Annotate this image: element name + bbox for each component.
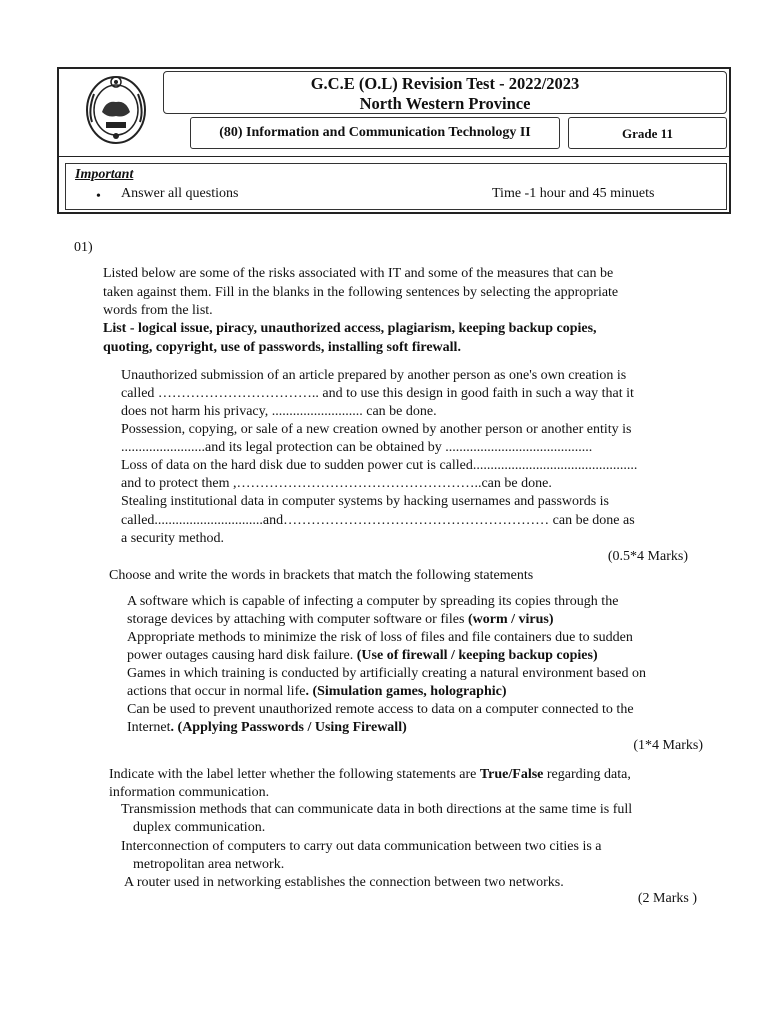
part3-intro: Indicate with the label letter whether the following statements are True/False regarding data, [109, 767, 631, 782]
province-title: North Western Province [359, 94, 531, 113]
part1-item-line: called...............................and………………………………………………… can be done as [121, 513, 635, 528]
answer-options: (worm / virus) [467, 612, 554, 627]
header-divider [57, 156, 731, 157]
part3-item-line: Interconnection of computers to carry out data communication between two cities is a [121, 839, 602, 854]
bullet-icon: • [96, 189, 101, 204]
part1-item-line: Loss of data on the hard disk due to sudden power cut is called............................................... [121, 458, 638, 473]
part1-item-line: a security method. [121, 531, 225, 546]
part2-intro: Choose and write the words in brackets that match the following statements [109, 568, 534, 583]
exam-title: G.C.E (O.L) Revision Test - 2022/2023 [310, 74, 580, 93]
question-number: 01) [74, 240, 93, 255]
part2-item-line: storage devices by attaching with computer software or files (worm / virus) [127, 612, 554, 627]
part1-item-line: called …………………………….. and to use this design in good faith in such a way that it [121, 386, 634, 401]
grade-label: Grade 11 [568, 117, 727, 149]
part3-item-line: metropolitan area network. [133, 857, 285, 872]
part1-item-line: and to protect them ,……………………………………………..can be done. [121, 476, 552, 491]
part3-item-line: Transmission methods that can communicate data in both directions at the same time is full [121, 802, 633, 817]
part3-item-line: duplex communication. [133, 820, 266, 835]
part2-marks: (1*4 Marks) [633, 738, 703, 753]
important-label: Important [75, 167, 134, 182]
time-allowed: Time -1 hour and 45 minuets [492, 186, 655, 201]
part1-intro-line: taken against them. Fill in the blanks in the following sentences by selecting the appropriate [103, 285, 619, 300]
part2-item-line: power outages causing hard disk failure. (Use of firewall / keeping backup copies) [127, 648, 598, 663]
part1-marks: (0.5*4 Marks) [607, 549, 688, 564]
part1-item-line: does not harm his privacy, .......................... can be done. [121, 404, 437, 419]
subject-title: (80) Information and Communication Technology II [190, 117, 560, 149]
part2-item-line: Appropriate methods to minimize the risk of loss of files and file containers due to sudden [127, 630, 633, 645]
answer-options: (Use of firewall / keeping backup copies) [356, 648, 598, 663]
part1-item-line: ........................and its legal protection can be obtained by .......................................... [121, 440, 593, 455]
part2-item-line: actions that occur in normal life. (Simulation games, holographic) [127, 684, 507, 699]
answer-options: . (Simulation games, holographic) [305, 684, 507, 699]
part2-item-line: A software which is capable of infecting a computer by spreading its copies through the [127, 594, 619, 609]
word-list-line: List - logical issue, piracy, unauthorized access, plagiarism, keeping backup copies, [103, 321, 597, 336]
word-list-line: quoting, copyright, use of passwords, installing soft firewall. [103, 340, 461, 355]
national-emblem-icon [84, 72, 148, 146]
answer-options: . (Applying Passwords / Using Firewall) [170, 720, 407, 735]
part3-marks: (2 Marks ) [637, 891, 697, 906]
part1-item-line: Unauthorized submission of an article prepared by another person as one's own creation is [121, 368, 627, 383]
part3-intro-line: information communication. [109, 785, 270, 800]
part2-item-line: Can be used to prevent unauthorized remote access to data on a computer connected to the [127, 702, 634, 717]
part1-intro-line: Listed below are some of the risks associated with IT and some of the measures that can be [103, 266, 614, 281]
part1-item-line: Stealing institutional data in computer systems by hacking usernames and passwords is [121, 494, 609, 509]
exam-title-box [163, 71, 727, 114]
part3-item-line: A router used in networking establishes the connection between two networks. [124, 875, 564, 890]
part1-intro-line: words from the list. [103, 303, 213, 318]
part2-item-line: Games in which training is conducted by artificially creating a natural environment based on [127, 666, 646, 681]
part2-item-line: Internet. (Applying Passwords / Using Firewall) [127, 720, 407, 735]
part1-item-line: Possession, copying, or sale of a new creation owned by another person or another entity is [121, 422, 632, 437]
instruction-text: Answer all questions [121, 186, 239, 201]
